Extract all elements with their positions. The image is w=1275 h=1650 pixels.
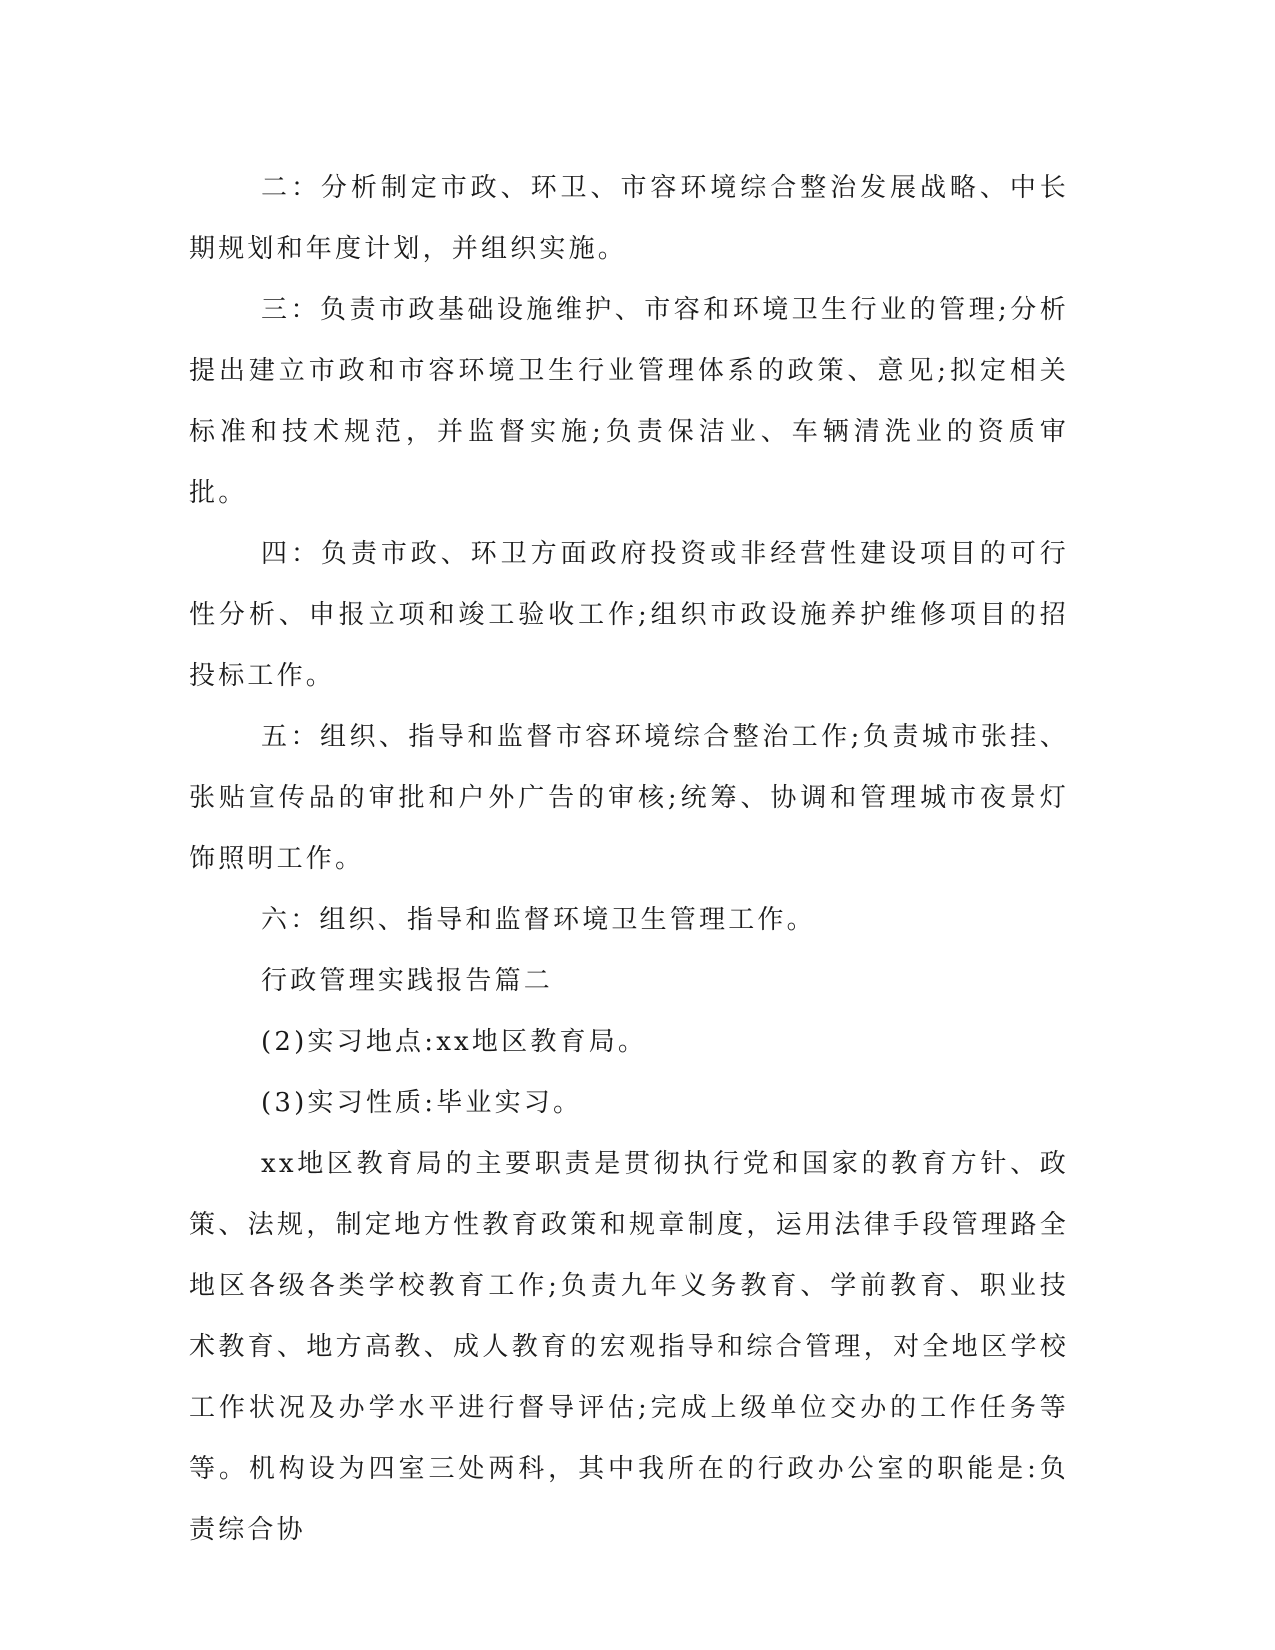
bureau-description: xx地区教育局的主要职责是贯彻执行党和国家的教育方针、政策、法规，制定地方性教育政策和规章制度，运用法律手段管理路全地区各级各类学校教育工作;负责九年义务教育、学前教育、职业技术教育、地方高教、成人教育的宏观指导和综合管理，对全地区学校工作状况及办学水平进行督导评估;完成上级单位交办的工作任务等等。机构设为四室三处两科，其中我所在的行政办公室的职能是:负责综合协 xyxy=(189,1149,1069,1545)
section-heading: 行政管理实践报告篇二 xyxy=(261,966,554,996)
paragraph-item-5: 五：组织、指导和监督市容环境综合整治工作;负责城市张挂、张贴宣传品的审批和户外广告的审核;统筹、协调和管理城市夜景灯饰照明工作。 xyxy=(189,722,1069,874)
paragraph-item-2: 二：分析制定市政、环卫、市容环境综合整治发展战略、中长期规划和年度计划，并组织实施。 xyxy=(189,173,1069,264)
paragraph-item-4: 四：负责市政、环卫方面政府投资或非经营性建设项目的可行性分析、申报立项和竣工验收工作;组织市政设施养护维修项目的招投标工作。 xyxy=(189,539,1069,691)
internship-type: (3)实习性质:毕业实习。 xyxy=(261,1088,583,1118)
paragraph-item-3: 三：负责市政基础设施维护、市容和环境卫生行业的管理;分析提出建立市政和市容环境卫生行业管理体系的政策、意见;拟定相关标准和技术规范，并监督实施;负责保洁业、车辆清洗业的资质审批。 xyxy=(189,295,1069,508)
document-body xyxy=(189,158,1069,1561)
internship-location: (2)实习地点:xx地区教育局。 xyxy=(261,1027,648,1057)
paragraph-item-6: 六：组织、指导和监督环境卫生管理工作。 xyxy=(261,905,816,935)
